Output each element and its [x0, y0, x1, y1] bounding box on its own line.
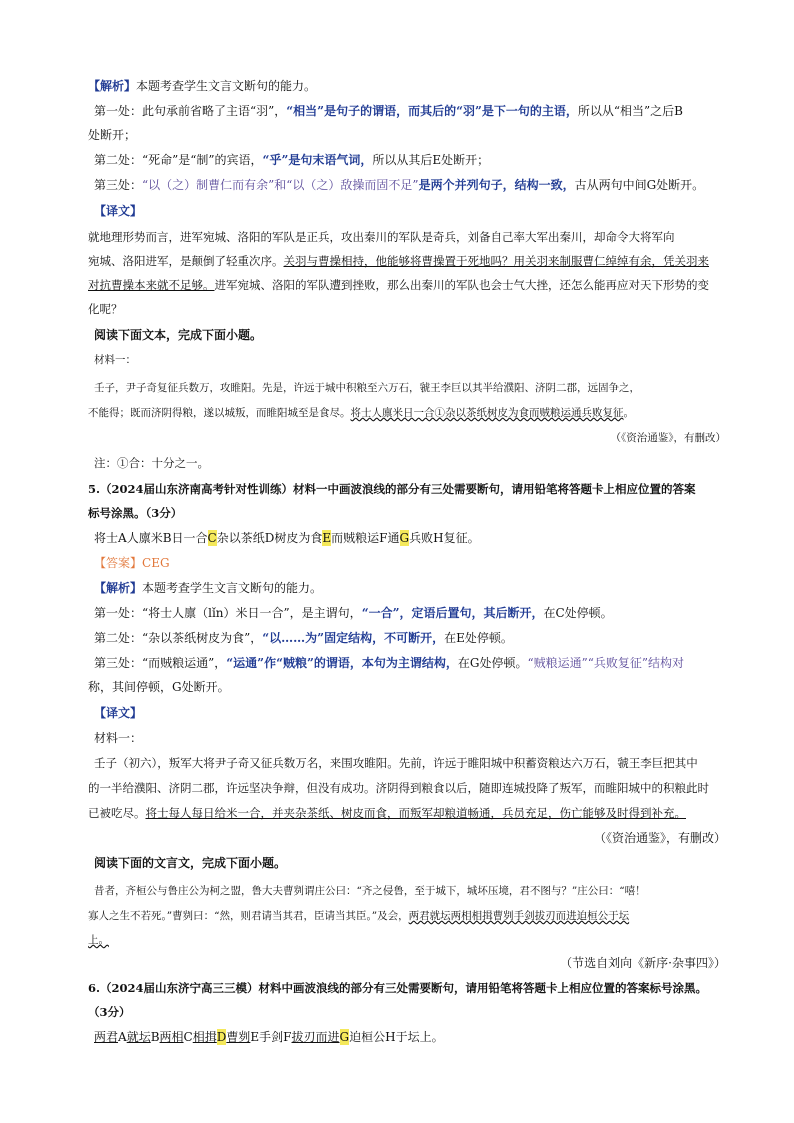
text-span: “贼粮运通”“兵败复征”结构对 [527, 656, 685, 670]
text-span: 对抗曹操本来就不足够。 [88, 278, 215, 292]
classical-text-line-1 [94, 380, 726, 396]
analysis-point-1-cont [88, 127, 726, 143]
text-span: （《资治通鉴》，有删改） [593, 831, 726, 845]
reading-instruction [94, 327, 726, 343]
text-span: 于坛上。 [395, 1030, 444, 1044]
text-span: 拔刃而进 [291, 1030, 340, 1044]
translation-line-2 [88, 253, 726, 269]
text-span: 古从两句中间G处断开。 [574, 178, 705, 192]
text-span: 称，其间停顿，G处断开。 [88, 680, 230, 694]
question-5-options [94, 530, 726, 546]
text-span: 关羽与曹操相持，他能够将曹操置于死地吗？用关羽来制服曹仁绰绰有余，凭关羽来 [283, 254, 709, 268]
text-span: 迫桓公 [349, 1030, 386, 1044]
text-span: E [322, 531, 332, 545]
text-span: 两相 [159, 1030, 184, 1044]
text-span: 树皮为食 [274, 531, 323, 545]
text-span: D [216, 1030, 227, 1044]
text-span: 材料一： [94, 731, 143, 745]
text-span: “以……为”固定结构，不可断开， [262, 631, 445, 645]
text-span: 就地理形势而言，进军宛城、洛阳的军队是正兵，攻出秦川的军队是奇兵，刘备自己率大军出秦川，却命令大将军向 [88, 230, 675, 244]
text-span: “相当”是句子的谓语，而其后的“羽”是下一句的主语， [286, 104, 578, 118]
text-span: 第二处：“死命”是“制”的宾语， [94, 153, 263, 167]
text-span: 杂以茶纸 [216, 531, 265, 545]
text-span: 5.（2024届山东济南高考针对性训练）材料一中画波浪线的部分有三处需要断句，请用铅笔将答题卡上相应位置的答案 [88, 482, 696, 496]
question-5-heading-cont [88, 505, 726, 521]
translation-line-4 [88, 301, 726, 317]
text-span: C [207, 531, 217, 545]
text-span: G [399, 531, 410, 545]
text-span: A [118, 531, 127, 545]
question-6-options [94, 1029, 726, 1045]
material-one-label [94, 730, 726, 746]
text-span: 宛城、洛阳进军，是颠倒了轻重次序。 [88, 254, 284, 268]
text-span: 人廪米 [126, 531, 163, 545]
analysis-label: 【解析】 [88, 79, 137, 93]
text-span: 兵败 [409, 531, 434, 545]
analysis-point-2 [94, 152, 726, 168]
answer-line [94, 555, 726, 571]
text-span: 化呢？ [88, 302, 123, 316]
text-span: F [379, 531, 388, 545]
answer-label: 【答案】 [94, 556, 143, 570]
text-span: F [283, 1030, 292, 1044]
text-span: 阅读下面的文言文，完成下面小题。 [94, 856, 287, 870]
translation-line-1 [88, 229, 726, 245]
wavy-underlined-text: 两君就坛两相相揖曹刿手剑拔刃而进迫桓公于坛 [408, 910, 630, 922]
text-span: 两君 [94, 1030, 119, 1044]
text-span: E [250, 1030, 260, 1044]
source-citation [88, 430, 726, 446]
text-span: “运通”作“贼粮”的谓语，本句为主谓结构， [226, 656, 458, 670]
source-citation [88, 955, 726, 971]
text-span: 将士 [94, 531, 119, 545]
text-span: 将士每人每日给米一合，并夹杂茶纸、树皮而食，而叛军却粮道畅通，兵员充足，伤亡能够及时得到补充。 [145, 806, 686, 820]
text-span: 的一半给濮阳、济阴二郡，许远坚决争辩，但没有成功。济阴得到粮食以后，随即连城投降了叛军，而睢阳城中的积粮此时 [88, 781, 709, 795]
text-span: 在E处停顿。 [444, 631, 513, 645]
text-span: “乎”是句末语气词， [262, 153, 373, 167]
text-span: B [150, 1030, 160, 1044]
text-span: 6.（2024届山东济宁高三三模）材料中画波浪线的部分有三处需要断句，请用铅笔将答题卡上相应位置的答案标号涂黑。 [88, 981, 708, 995]
text-span: 不能得；既而济阴得粮，遂以城叛，而睢阳城至是食尽。 [88, 407, 351, 419]
text-span: （节选自刘向《新序·杂事四》） [560, 956, 726, 970]
text-span: 相揖 [192, 1030, 217, 1044]
text-span: 寡人之生不若死。”曹刿曰：“然，则君请当其君，臣请当其臣。”及会， [88, 910, 409, 922]
reading-instruction [94, 855, 726, 871]
text-span: 复征。 [443, 531, 480, 545]
text-span: C [183, 1030, 193, 1044]
text-span: 处断开； [88, 128, 137, 142]
analysis-point-3 [94, 655, 726, 671]
translation-line-2 [88, 780, 726, 796]
analysis-text: 本题考查学生文言文断句的能力。 [136, 79, 317, 93]
text-span: 第三处： [94, 178, 143, 192]
text-span: 所以从“相当”之后B [577, 104, 683, 118]
text-span: 材料一： [94, 354, 136, 366]
wavy-underlined-text: 上。 [88, 934, 109, 946]
classical-text-line-2 [88, 908, 726, 924]
text-span: D [264, 531, 275, 545]
text-span: 第二处：“杂以茶纸树皮为食”， [94, 631, 263, 645]
text-span: 标号涂黑。（3分） [88, 506, 183, 520]
material-one-label [94, 352, 726, 368]
text-span: 昔者，齐桓公与鲁庄公为柯之盟，鲁大夫曹刿谓庄公曰：“齐之侵鲁，至于城下，城坏压境，君不图与？”庄公曰：“嘻！ [94, 885, 646, 897]
text-span: A [118, 1030, 127, 1044]
text-span: 已被吃尽。 [88, 806, 146, 820]
analysis-line [94, 580, 726, 596]
text-span: H [433, 531, 444, 545]
translation-label [94, 705, 726, 721]
text-span: 而贼粮运 [331, 531, 380, 545]
translation-line-1 [94, 755, 726, 771]
classical-text-line-2 [88, 405, 726, 421]
source-citation [88, 830, 726, 846]
text-span: 注：①合：十分之一。 [94, 456, 209, 470]
question-5-heading [88, 481, 726, 497]
question-6-heading-cont [88, 1004, 726, 1020]
text-span: 在G处停顿。 [457, 656, 528, 670]
text-span: H [385, 1030, 396, 1044]
analysis-point-2 [94, 630, 726, 646]
text-span: 。 [623, 407, 634, 419]
text-span: 进军宛城、洛阳的军队遭到挫败，那么出秦川的军队也会士气大挫，还怎么能再应对天下形势的变 [214, 278, 709, 292]
text-span: 所以从其后E处断开； [372, 153, 490, 167]
text-span: “以（之）制曹仁而有余”和“以（之）敌操而固不足” [142, 178, 419, 192]
analysis-line [88, 78, 726, 94]
analysis-point-1 [94, 103, 726, 119]
text-span: “一合”，定语后置句，其后断开， [361, 606, 544, 620]
wavy-underlined-text: 将士人廪米日一合①杂以茶纸树皮为食而贼粮运通兵败复征 [350, 407, 624, 419]
text-span: 日一合 [171, 531, 208, 545]
text-span: 曹刿 [226, 1030, 251, 1044]
translation-line-3 [88, 805, 726, 821]
text-span: （3分） [88, 1005, 131, 1019]
text-span: 在C处停顿。 [543, 606, 613, 620]
translation-label [94, 203, 726, 219]
text-span: （《资治通鉴》，有删改） [610, 432, 726, 444]
translation-line-3 [88, 277, 726, 293]
text-span: 是两个并列句子，结构一致， [418, 178, 575, 192]
text-span: 第一处：此句承前省略了主语“羽”， [94, 104, 287, 118]
text-span: 本题考查学生文言文断句的能力。 [142, 581, 323, 595]
text-span: 阅读下面文本，完成下面小题。 [94, 328, 263, 342]
text-span: 通 [387, 531, 400, 545]
text-span: 就坛 [126, 1030, 151, 1044]
text-span: 【解析】 [94, 581, 143, 595]
text-span: 第一处：“将士人廪（lǐn）米日一合”，是主谓句， [94, 606, 362, 620]
classical-text-line-1 [94, 883, 726, 899]
text-span: B [162, 531, 172, 545]
classical-text-line-3 [88, 932, 726, 948]
text-span: 第三处：“而贼粮运通”， [94, 656, 227, 670]
analysis-point-3 [94, 177, 726, 193]
text-span: 壬子，尹子奇复征兵数万，攻睢阳。先是，许远于城中积粮至六万石，虢王李巨以其半给濮阳、济阴二郡，远固争之， [94, 382, 640, 394]
question-6-heading [88, 980, 726, 996]
text-span: 【译文】 [94, 706, 143, 720]
text-span: 壬子（初六），叛军大将尹子奇又征兵数万名，来围攻睢阳。先前，许远于睢阳城中积蓄资粮达六万石，虢王李巨把其中 [94, 756, 698, 770]
text-span: G [339, 1030, 350, 1044]
answer-value: CEG [142, 556, 170, 570]
analysis-point-1 [94, 605, 726, 621]
text-span: 手剑 [259, 1030, 284, 1044]
footnote [94, 455, 726, 471]
analysis-point-3-cont [88, 679, 726, 695]
text-span: 【译文】 [94, 204, 143, 218]
